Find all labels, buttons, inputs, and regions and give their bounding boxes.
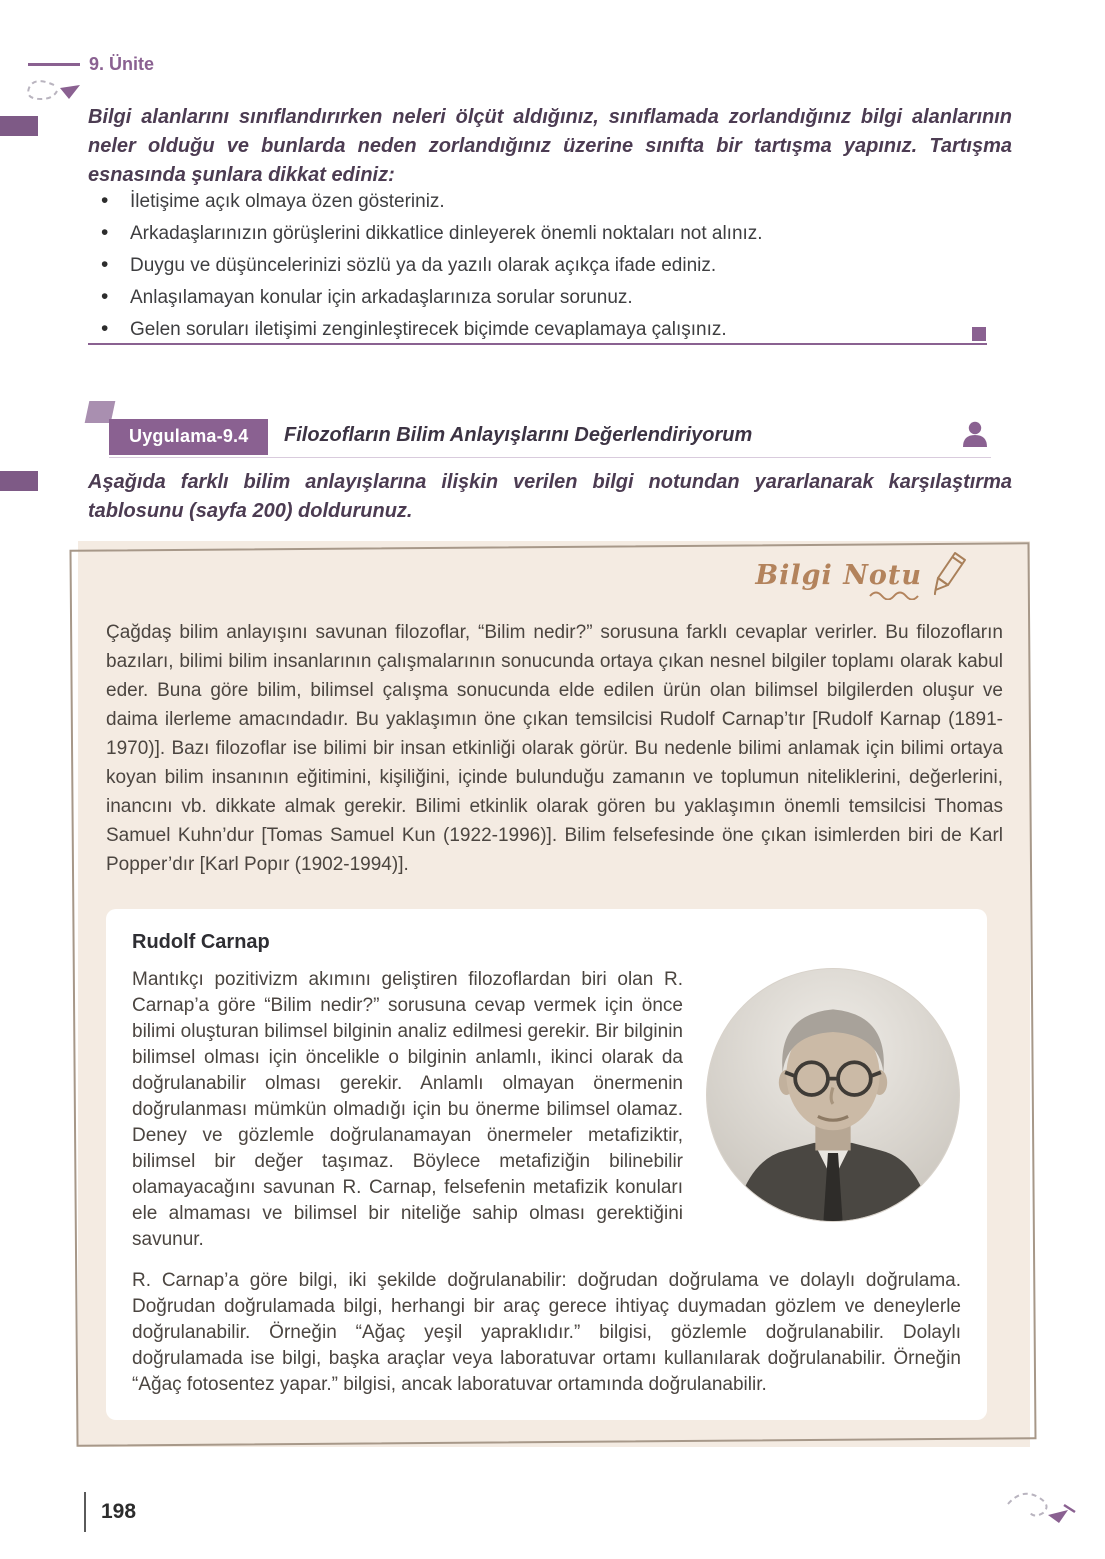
dashed-arrow-doodle bbox=[22, 74, 90, 110]
bullet-text: Anlaşılamayan konular için arkadaşlarınıza sorular sorunuz. bbox=[130, 287, 633, 308]
portrait-illustration bbox=[707, 969, 959, 1221]
note-label-group bbox=[755, 554, 968, 598]
bullet-item bbox=[94, 318, 1000, 341]
pencil-icon bbox=[934, 550, 968, 598]
person-bust-icon bbox=[960, 419, 990, 449]
unit-header-dash bbox=[28, 63, 80, 66]
bullet-item bbox=[94, 190, 1000, 213]
card-title: Rudolf Carnap bbox=[132, 931, 270, 953]
discussion-bullet-list bbox=[94, 190, 1000, 350]
activity-title: Filozofların Bilim Anlayışlarını Değerlendiriyorum bbox=[284, 424, 753, 446]
page-footer bbox=[84, 1492, 136, 1532]
card-paragraph-1: Mantıkçı pozitivizm akımını geliştiren filozoflardan biri olan R. Carnap’a göre “Bilim nedir?” sorusuna cevap vermek için önce bilimi oluşturan bilimsel bilginin analiz edilmesi gerekir. Bir bilginin bilimsel olması için öncelikle o bilginin anlamlı, ikinci olarak da doğrulanabilir olması gerekir. Anlamlı olmayan önermenin doğrulanması mümkün olmadığı için bu önerme bilimsel olamaz. Deney ve gözlemle doğrulanamayan önermeler metafiziktir, bilimsel bir değer taşımaz. Böylece metafiziğin bilinebilir olamayacağını savunan R. Carnap, felsefenin metafizik konuları ele almaması ve bilimsel bir niteliğe sahip olması gerektiğini savunur. bbox=[132, 969, 683, 1250]
activity-instruction: Aşağıda farklı bilim anlayışlarına ilişkin verilen bilgi notundan yararlanarak karşılaştırma tablosunu (sayfa 200) doldurunuz. bbox=[88, 471, 1012, 522]
margin-tab-activity bbox=[0, 471, 38, 491]
squiggle-underline bbox=[868, 590, 922, 600]
note-label-block bbox=[755, 554, 922, 591]
margin-tab-top bbox=[0, 116, 38, 136]
discussion-intro: Bilgi alanlarını sınıflandırırken neleri ölçüt aldığınız, sınıflamada zorlandığınız bilgi alanlarının neler olduğu ve bunlarda neden zorlandığınız üzerine sınıfta bir tartışma yapınız. Tartışma esnasında şunlara dikkat ediniz: bbox=[88, 106, 1012, 186]
rudolf-carnap-portrait bbox=[707, 969, 959, 1221]
card-paragraph-2: R. Carnap’a göre bilgi, iki şekilde doğrulanabilir: doğrudan doğrulama ve dolaylı doğrulama. Doğrudan doğrulamada bilgi, herhangi bir araç gerece ihtiyaç duymadan gözlem ve deneylerle doğrulanabilir. Örneğin “Ağaç yeşil yapraklıdır.” bilgisi, gözlemle doğrulanabilir. Dolaylı doğrulamada ise bilgi, başka araçlar veya laboratuvar ortamı kullanılarak doğrulanabilir. Örneğin “Ağaç fotosentez yapar.” bilgisi, ancak laboratuvar ortamında doğrulanabilir. bbox=[132, 1270, 961, 1395]
note-body-text: Çağdaş bilim anlayışını savunan filozoflar, “Bilim nedir?” sorusuna farklı cevaplar verirler. Bu filozofların bazıları, bilimi bilim insanlarının çalışmalarının sonucunda ortaya çıkan nesnel bilgiler toplamı olarak kabul eder. Buna göre bilim, bilimsel çalışma sonucunda elde edilen ürün olan bilimsel bilgilerden oluşur ve daima ilerleme amacındadır. Bu yaklaşımın öne çıkan temsilcisi Rudolf Carnap’tır [Rudolf Karnap (1891-1970)]. Bazı filozoflar ise bilimi bir insan etkinliği olarak görür. Bu nedenle bilimi anlamak için bilimi ortaya koyan bilim insanının eğitimini, kişiliğini, içinde bulunduğu zamanın ve toplumun niteliklerini, değerlerini, inancını vb. dikkate almak gerekir. Bilimi etkinlik olarak gören bu yaklaşımın önemli temsilcisi Thomas Samuel Kuhn’dur [Tomas Samuel Kun (1922-1996)]. Bilim felsefesinde öne çıkan isimlerden biri de Karl Popper’dır [Karl Popır (1902-1994)]. bbox=[106, 622, 1003, 875]
bullet-text: İletişime açık olmaya özen gösteriniz. bbox=[130, 191, 445, 212]
bilgi-notu-box bbox=[78, 541, 1030, 1447]
bullet-item bbox=[94, 222, 1000, 245]
bullet-item bbox=[94, 254, 1000, 277]
footer-rule bbox=[84, 1492, 86, 1532]
unit-title: 9. Ünite bbox=[89, 54, 155, 74]
rudolf-carnap-card bbox=[106, 909, 987, 1420]
pencil-doodle bbox=[1002, 1484, 1084, 1530]
activity-badge: Uygulama-9.4 bbox=[109, 419, 268, 455]
page-number: 198 bbox=[101, 1500, 137, 1523]
unit-header bbox=[28, 54, 154, 75]
note-label-text: Bilgi Notu bbox=[755, 560, 922, 591]
bullet-text: Duygu ve düşüncelerinizi sözlü ya da yazılı olarak açıkça ifade ediniz. bbox=[130, 255, 717, 276]
activity-header-underline bbox=[109, 457, 991, 458]
bullet-text: Gelen soruları iletişimi zenginleştirecek biçimde cevaplamaya çalışınız. bbox=[130, 319, 727, 340]
divider-end-square bbox=[972, 327, 986, 341]
bullet-text: Arkadaşlarınızın görüşlerini dikkatlice dinleyerek önemli noktaları not alınız. bbox=[130, 223, 763, 244]
section-divider-line bbox=[88, 343, 987, 345]
bullet-item bbox=[94, 286, 1000, 309]
